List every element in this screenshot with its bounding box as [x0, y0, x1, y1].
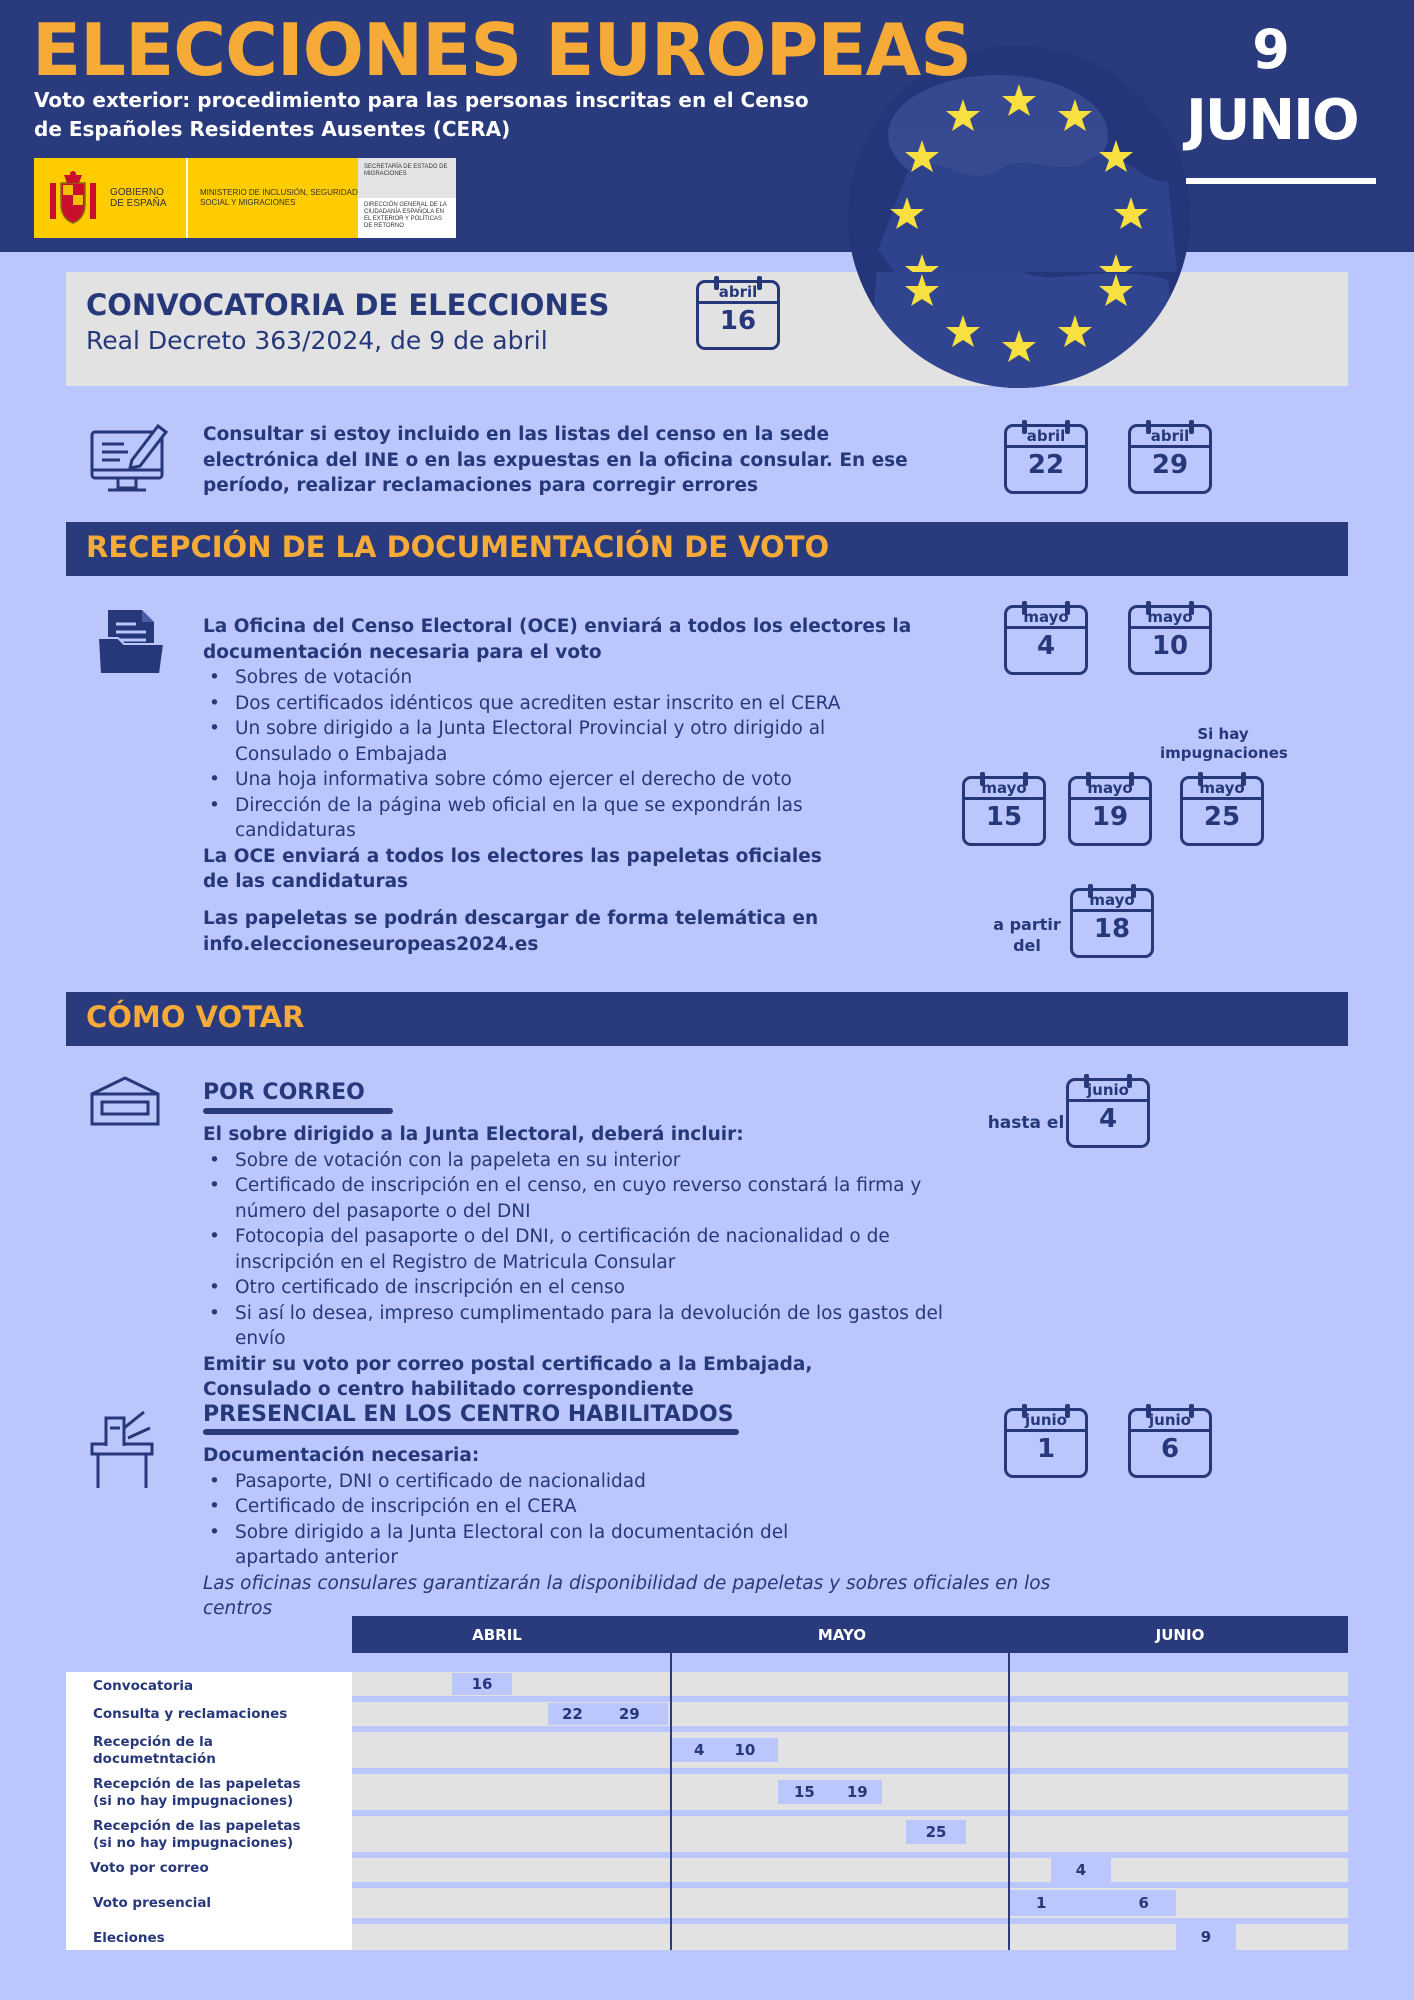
calendar-day: 10: [1151, 631, 1189, 661]
calendar-presencial-end: [1128, 1404, 1212, 1478]
calendar-day: 18: [1093, 914, 1131, 944]
list-item: • Certificado de inscripción en el CERA: [203, 1494, 863, 1520]
section-recepcion-title: RECEPCIÓN DE LA DOCUMENTACIÓN DE VOTO: [86, 530, 830, 564]
timeline-cell: 6: [1138, 1894, 1149, 1912]
correo-intro: El sobre dirigido a la Junta Electoral, deberá incluir:: [203, 1124, 744, 1145]
presencial-underline: [203, 1429, 739, 1435]
month-divider: [1008, 1616, 1010, 1950]
calendar-month: mayo: [981, 779, 1027, 797]
presencial-text-block: [203, 1443, 1063, 1622]
timeline-cell: 10: [734, 1741, 756, 1759]
hasta-label: hasta el: [987, 1113, 1065, 1133]
calendar-month: mayo: [1087, 779, 1133, 797]
list-item: • Certificado de inscripción en el censo, en cuyo reverso constará la firma y número del pasaporte o del DNI: [203, 1173, 993, 1224]
impugnaciones-label: Si hay impugnaciones: [1160, 725, 1288, 762]
calendar-month: abril: [718, 283, 758, 301]
timeline-cell: 16: [452, 1673, 512, 1695]
calendar-day: 25: [1203, 802, 1241, 832]
table-row: [352, 1888, 1348, 1918]
convocatoria-title: CONVOCATORIA DE ELECCIONES: [86, 288, 610, 322]
calendar-presencial-start: [1004, 1404, 1088, 1478]
list-item: • Sobres de votación: [203, 665, 843, 691]
table-row: [352, 1732, 1348, 1768]
calendar-day: 22: [1027, 450, 1065, 480]
calendar-month: mayo: [1147, 608, 1193, 626]
ministry-text: MINISTERIO DE INCLUSIÓN, SEGURIDAD SOCIAL Y MIGRACIONES: [186, 158, 358, 238]
timeline-row-label: Consulta y reclamaciones: [93, 1706, 288, 1722]
globe-overlap: [848, 272, 1190, 388]
timeline-cell: 15: [794, 1783, 815, 1801]
presencial-title: PRESENCIAL EN LOS CENTRO HABILITADOS: [203, 1402, 734, 1427]
timeline-row-label: Eleciones: [93, 1930, 165, 1946]
calendar-correo: [1066, 1074, 1150, 1148]
list-item: • Fotocopia del pasaporte o del DNI, o certificación de nacionalidad o de inscripción en el Registro de Matricula Consular: [203, 1224, 993, 1275]
timeline-cell: 25: [906, 1820, 966, 1844]
correo-underline: [203, 1108, 393, 1114]
calendar-convocatoria: [696, 276, 780, 350]
recepcion-papeletas: La OCE enviará a todos los electores las papeletas oficiales de las candidaturas: [203, 845, 822, 892]
recepcion-intro: La Oficina del Censo Electoral (OCE) enviará a todos los electores la documentación necesaria para el voto: [203, 616, 912, 663]
presencial-intro: Documentación necesaria:: [203, 1445, 480, 1466]
calendar-month: abril: [1026, 427, 1066, 445]
calendar-month: mayo: [1023, 608, 1069, 626]
government-logo: [34, 158, 456, 238]
calendar-day: 6: [1160, 1434, 1180, 1464]
calendar-day: 15: [985, 802, 1023, 832]
consulta-text: Consultar si estoy incluido en las listas del censo en la sede electrónica del INE o en las expuestas en la oficina consular. En ese período, realizar reclamaciones para corregir errores: [203, 424, 908, 496]
timeline-cell: 4: [1051, 1858, 1111, 1882]
section-recepcion: [66, 522, 1348, 576]
calendar-month: mayo: [1089, 891, 1135, 909]
gov-block: [34, 158, 186, 238]
timeline-header: [352, 1616, 1348, 1653]
correo-emitir: Emitir su voto por correo postal certificado a la Embajada, Consulado o centro habilitado correspondiente: [203, 1353, 813, 1400]
correo-text-block: [203, 1122, 993, 1403]
timeline-row-label: Voto por correo: [90, 1860, 209, 1876]
timeline-cell: 4: [694, 1741, 705, 1759]
main-title: ELECCIONES EUROPEAS: [32, 8, 972, 92]
convocatoria-decree: Real Decreto 363/2024, de 9 de abril: [86, 326, 548, 355]
gov-text: GOBIERNO DE ESPAÑA: [110, 187, 167, 209]
calendar-doc-start: [1004, 601, 1088, 675]
list-item: • Otro certificado de inscripción en el censo: [203, 1275, 993, 1301]
coat-of-arms-icon: [46, 169, 100, 227]
timeline-month-mayo: MAYO: [817, 1626, 867, 1644]
election-day: 9: [1252, 18, 1290, 81]
calendar-consulta-end: [1128, 420, 1212, 494]
calendar-day: 16: [719, 306, 757, 336]
timeline-cell-range: [1010, 1890, 1176, 1916]
list-item: • Dos certificados idénticos que acrediten estar inscrito en el CERA: [203, 691, 843, 717]
table-row: [352, 1816, 1348, 1852]
election-month: JUNIO: [1186, 88, 1358, 153]
secretaria-block: [358, 158, 456, 238]
calendar-month: junio: [1149, 1411, 1191, 1429]
list-item: • Sobre dirigido a la Junta Electoral con la documentación del apartado anterior: [203, 1520, 863, 1571]
list-item: • Si así lo desea, impreso cumplimentado para la devolución de los gastos del envío: [203, 1301, 993, 1352]
table-row: [352, 1858, 1348, 1882]
a-partir-label: a partir del: [993, 915, 1061, 955]
date-underline: [1186, 178, 1376, 184]
calendar-descarga: [1070, 884, 1154, 958]
timeline-row-label: Convocatoria: [93, 1678, 194, 1694]
timeline-cell: 1: [1036, 1894, 1047, 1912]
timeline-row-label: Recepción de las papeletas (si no hay impugnaciones): [93, 1776, 301, 1809]
calendar-doc-end: [1128, 601, 1212, 675]
timeline-row-label: Recepción de las papeletas (si no hay impugnaciones): [93, 1818, 301, 1851]
computer-edit-icon: [88, 418, 170, 498]
timeline-cell-range: [778, 1780, 882, 1804]
section-como-votar: [66, 992, 1348, 1046]
secretaria-text: SECRETARÍA DE ESTADO DE MIGRACIONES: [358, 158, 456, 198]
document-folder-icon: [96, 606, 166, 678]
timeline-row-label: Voto presencial: [93, 1895, 212, 1911]
mailbox-icon: [88, 1074, 162, 1128]
presencial-note: Las oficinas consulares garantizarán la disponibilidad de papeletas y sobres oficiales en los centros: [203, 1572, 1051, 1619]
timeline-cell: 19: [846, 1783, 868, 1801]
timeline-cell: 29: [618, 1705, 640, 1723]
ballot-box-icon: [88, 1408, 158, 1490]
list-item: • Sobre de votación con la papeleta en su interior: [203, 1148, 993, 1174]
month-divider: [670, 1616, 672, 1950]
calendar-day: 4: [1036, 631, 1056, 661]
calendar-day: 29: [1151, 450, 1189, 480]
correo-bullet-list: [203, 1148, 993, 1352]
timeline-cell-range: [548, 1703, 668, 1725]
timeline-month-abril: ABRIL: [472, 1626, 522, 1644]
calendar-papeletas-15: [962, 772, 1046, 846]
recepcion-descarga: Las papeletas se podrán descargar de forma telemática en info.eleccioneseuropeas2024.es: [203, 908, 819, 955]
list-item: • Dirección de la página web oficial en la que se expondrán las candidaturas: [203, 793, 843, 844]
presencial-bullet-list: [203, 1469, 863, 1571]
recepcion-bullet-list: [203, 665, 843, 844]
recepcion-text-block: [203, 614, 923, 895]
calendar-papeletas-25: [1180, 772, 1264, 846]
calendar-day: 19: [1091, 802, 1129, 832]
timeline-cell-range: [672, 1738, 778, 1762]
subtitle: Voto exterior: procedimiento para las personas inscritas en el Censo de Españoles Residentes Ausentes (CERA): [34, 88, 809, 141]
section-como-votar-title: CÓMO VOTAR: [86, 1000, 305, 1034]
timeline-row-label: Recepción de la documetntación: [93, 1734, 216, 1767]
calendar-month: mayo: [1199, 779, 1245, 797]
timeline-cell: 9: [1176, 1924, 1236, 1950]
timeline-cell: 22: [562, 1705, 583, 1723]
timeline-month-junio: JUNIO: [1155, 1626, 1205, 1644]
list-item: • Un sobre dirigido a la Junta Electoral Provincial y otro dirigido al Consulado o Embajada: [203, 716, 843, 767]
calendar-papeletas-19: [1068, 772, 1152, 846]
list-item: • Pasaporte, DNI o certificado de nacionalidad: [203, 1469, 863, 1495]
calendar-month: abril: [1150, 427, 1190, 445]
correo-title: POR CORREO: [203, 1080, 365, 1105]
calendar-day: 4: [1098, 1104, 1118, 1134]
list-item: • Una hoja informativa sobre cómo ejercer el derecho de voto: [203, 767, 843, 793]
direccion-text: DIRECCIÓN GENERAL DE LA CIUDADANÍA ESPAÑOLA EN EL EXTERIOR Y POLÍTICAS DE RETORNO: [364, 202, 447, 229]
calendar-month: junio: [1087, 1081, 1129, 1099]
calendar-day: 1: [1036, 1434, 1056, 1464]
calendar-month: junio: [1025, 1411, 1067, 1429]
table-row: [352, 1702, 1348, 1726]
calendar-consulta-start: [1004, 420, 1088, 494]
